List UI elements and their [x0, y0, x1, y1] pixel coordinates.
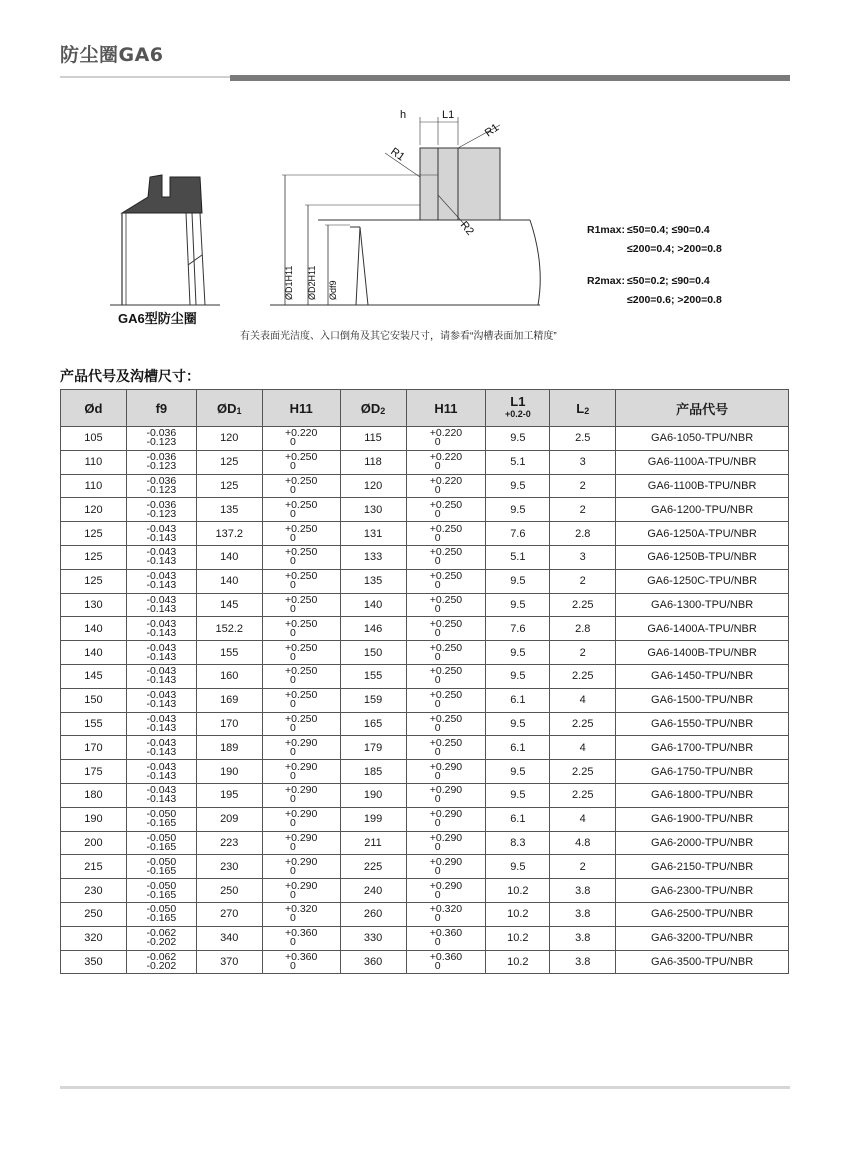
cell-code: GA6-3500-TPU/NBR: [616, 950, 789, 974]
label-d1: ØD1H11: [284, 265, 294, 300]
cell-h11-b: +0.250 0: [406, 498, 486, 522]
cell-h11-b: +0.250 0: [406, 617, 486, 641]
cell-code: GA6-1800-TPU/NBR: [616, 783, 789, 807]
cell-l1: 10.2: [486, 950, 550, 974]
table-row: [61, 545, 789, 569]
cell-h11-b: +0.220 0: [406, 427, 486, 451]
cell-h11-b: +0.320 0: [406, 902, 486, 926]
cell-h11-b: +0.290 0: [406, 879, 486, 903]
cell-l1: 9.5: [486, 783, 550, 807]
cell-d2: 155: [340, 664, 406, 688]
cell-d1: 230: [196, 855, 262, 879]
cell-d2: 133: [340, 545, 406, 569]
cell-l1: 7.6: [486, 617, 550, 641]
label-l1: L1: [442, 109, 455, 121]
r1max-line2: ≤200=0.4; >200=0.8: [627, 243, 722, 255]
cell-d: 180: [61, 783, 127, 807]
cell-d1: 370: [196, 950, 262, 974]
table-row: [61, 688, 789, 712]
cell-code: GA6-1250B-TPU/NBR: [616, 545, 789, 569]
cell-code: GA6-1750-TPU/NBR: [616, 760, 789, 784]
cell-f9: -0.043 -0.143: [126, 760, 196, 784]
cell-h11-a: +0.290 0: [262, 760, 340, 784]
cell-d1: 270: [196, 902, 262, 926]
cell-l1: 5.1: [486, 450, 550, 474]
cell-d2: 159: [340, 688, 406, 712]
cell-l1: 9.5: [486, 664, 550, 688]
col-l2: L2: [550, 390, 616, 427]
table-row: [61, 736, 789, 760]
page-title: 防尘圈GA6: [60, 44, 164, 66]
cell-code: GA6-1700-TPU/NBR: [616, 736, 789, 760]
cell-d1: 125: [196, 450, 262, 474]
table-row: [61, 902, 789, 926]
cell-d2: 130: [340, 498, 406, 522]
label-d2: ØD2H11: [307, 265, 317, 300]
cell-d: 250: [61, 902, 127, 926]
label-d: Ødf9: [328, 280, 338, 300]
cell-code: GA6-2000-TPU/NBR: [616, 831, 789, 855]
cell-d2: 115: [340, 427, 406, 451]
cell-f9: -0.036 -0.123: [126, 450, 196, 474]
cell-d2: 260: [340, 902, 406, 926]
cell-f9: -0.036 -0.123: [126, 498, 196, 522]
cell-f9: -0.043 -0.143: [126, 617, 196, 641]
cell-f9: -0.043 -0.143: [126, 641, 196, 665]
cell-code: GA6-1200-TPU/NBR: [616, 498, 789, 522]
cell-l2: 2: [550, 855, 616, 879]
cell-f9: -0.043 -0.143: [126, 545, 196, 569]
cell-l1: 6.1: [486, 736, 550, 760]
cell-h11-b: +0.250 0: [406, 593, 486, 617]
cell-d: 110: [61, 450, 127, 474]
cell-f9: -0.043 -0.143: [126, 569, 196, 593]
cell-h11-b: +0.250 0: [406, 641, 486, 665]
cell-l1: 9.5: [486, 712, 550, 736]
cell-h11-a: +0.250 0: [262, 498, 340, 522]
cell-h11-b: +0.290 0: [406, 807, 486, 831]
cell-code: GA6-1300-TPU/NBR: [616, 593, 789, 617]
footer-divider: [60, 1086, 790, 1089]
cell-h11-a: +0.250 0: [262, 641, 340, 665]
cell-f9: -0.043 -0.143: [126, 688, 196, 712]
table-row: [61, 593, 789, 617]
cell-d: 140: [61, 641, 127, 665]
table-row: [61, 498, 789, 522]
cell-d1: 155: [196, 641, 262, 665]
cell-h11-a: +0.290 0: [262, 831, 340, 855]
cell-f9: -0.043 -0.143: [126, 736, 196, 760]
cell-l2: 2: [550, 474, 616, 498]
cell-d1: 195: [196, 783, 262, 807]
cell-l2: 4: [550, 807, 616, 831]
cell-d: 105: [61, 427, 127, 451]
cell-h11-a: +0.220 0: [262, 427, 340, 451]
cell-d2: 146: [340, 617, 406, 641]
installation-note: 有关表面光洁度、入口倒角及其它安装尺寸，请参看“沟槽表面加工精度”: [240, 331, 557, 342]
cell-l1: 5.1: [486, 545, 550, 569]
cell-d1: 120: [196, 427, 262, 451]
cell-d1: 135: [196, 498, 262, 522]
cell-d2: 118: [340, 450, 406, 474]
cell-h11-b: +0.250 0: [406, 545, 486, 569]
cell-d1: 145: [196, 593, 262, 617]
cell-h11-b: +0.250 0: [406, 712, 486, 736]
cell-l2: 4: [550, 688, 616, 712]
cell-h11-a: +0.290 0: [262, 807, 340, 831]
cell-l2: 3: [550, 545, 616, 569]
cell-l2: 2.25: [550, 783, 616, 807]
cell-h11-b: +0.290 0: [406, 783, 486, 807]
cell-h11-a: +0.250 0: [262, 545, 340, 569]
cell-d: 215: [61, 855, 127, 879]
cell-d: 125: [61, 522, 127, 546]
cell-h11-b: +0.290 0: [406, 760, 486, 784]
cell-d1: 250: [196, 879, 262, 903]
cell-f9: -0.043 -0.143: [126, 522, 196, 546]
cell-d2: 225: [340, 855, 406, 879]
cell-code: GA6-1100B-TPU/NBR: [616, 474, 789, 498]
cell-d: 150: [61, 688, 127, 712]
cell-d2: 240: [340, 879, 406, 903]
cell-h11-a: +0.250 0: [262, 593, 340, 617]
cell-f9: -0.036 -0.123: [126, 427, 196, 451]
cell-d2: 179: [340, 736, 406, 760]
table-row: [61, 712, 789, 736]
cell-f9: -0.036 -0.123: [126, 474, 196, 498]
cell-h11-a: +0.360 0: [262, 926, 340, 950]
cell-d: 190: [61, 807, 127, 831]
cell-h11-a: +0.250 0: [262, 450, 340, 474]
cell-d: 140: [61, 617, 127, 641]
table-row: [61, 427, 789, 451]
cell-f9: -0.062 -0.202: [126, 926, 196, 950]
cell-d1: 140: [196, 545, 262, 569]
table-row: [61, 950, 789, 974]
col-h11-b: H11: [406, 390, 486, 427]
cell-d1: 340: [196, 926, 262, 950]
cell-d1: 152.2: [196, 617, 262, 641]
cell-h11-b: +0.360 0: [406, 950, 486, 974]
cell-l1: 9.5: [486, 427, 550, 451]
label-r2: R2: [457, 219, 476, 238]
cell-l2: 2.25: [550, 664, 616, 688]
cell-d2: 140: [340, 593, 406, 617]
cell-code: GA6-2500-TPU/NBR: [616, 902, 789, 926]
cell-code: GA6-1250A-TPU/NBR: [616, 522, 789, 546]
cell-f9: -0.062 -0.202: [126, 950, 196, 974]
spec-table: [60, 389, 789, 974]
cell-h11-b: +0.360 0: [406, 926, 486, 950]
table-row: [61, 569, 789, 593]
r2max-prefix: R2max:: [587, 275, 625, 287]
cell-d1: 140: [196, 569, 262, 593]
cell-l2: 3.8: [550, 879, 616, 903]
cell-h11-b: +0.250 0: [406, 522, 486, 546]
cell-d: 350: [61, 950, 127, 974]
cell-code: GA6-1400A-TPU/NBR: [616, 617, 789, 641]
cell-d: 120: [61, 498, 127, 522]
cell-f9: -0.043 -0.143: [126, 664, 196, 688]
cell-h11-a: +0.320 0: [262, 902, 340, 926]
cell-d: 145: [61, 664, 127, 688]
cell-d2: 185: [340, 760, 406, 784]
table-row: [61, 760, 789, 784]
table-header-row: [61, 390, 789, 427]
label-h: h: [400, 109, 407, 121]
cell-h11-b: +0.220 0: [406, 450, 486, 474]
cell-l2: 2.25: [550, 593, 616, 617]
cell-code: GA6-1450-TPU/NBR: [616, 664, 789, 688]
cell-h11-a: +0.250 0: [262, 688, 340, 712]
cell-d: 110: [61, 474, 127, 498]
cell-l1: 6.1: [486, 688, 550, 712]
cell-l1: 9.5: [486, 641, 550, 665]
cell-code: GA6-1100A-TPU/NBR: [616, 450, 789, 474]
cell-d1: 190: [196, 760, 262, 784]
col-d: Ød: [61, 390, 127, 427]
cell-l2: 3: [550, 450, 616, 474]
cell-d2: 150: [340, 641, 406, 665]
cell-l2: 2.5: [550, 427, 616, 451]
cell-l2: 2.8: [550, 522, 616, 546]
cell-d1: 209: [196, 807, 262, 831]
col-f9: f9: [126, 390, 196, 427]
cell-h11-a: +0.290 0: [262, 855, 340, 879]
label-r1-top: R1: [482, 121, 502, 140]
cell-code: GA6-1900-TPU/NBR: [616, 807, 789, 831]
col-l1: L1 +0.2-0: [486, 390, 550, 427]
diagram-caption: GA6型防尘圈: [118, 311, 197, 326]
table-row: [61, 617, 789, 641]
header-accent-bar: [230, 75, 790, 81]
cell-d: 200: [61, 831, 127, 855]
cell-l2: 2: [550, 498, 616, 522]
cell-l1: 9.5: [486, 474, 550, 498]
cell-h11-a: +0.290 0: [262, 783, 340, 807]
cell-d2: 211: [340, 831, 406, 855]
cell-d2: 131: [340, 522, 406, 546]
cell-d2: 330: [340, 926, 406, 950]
cell-d1: 137.2: [196, 522, 262, 546]
cell-l1: 10.2: [486, 902, 550, 926]
cell-h11-b: +0.290 0: [406, 831, 486, 855]
cell-d2: 165: [340, 712, 406, 736]
cell-l1: 9.5: [486, 593, 550, 617]
r2max-line2: ≤200=0.6; >200=0.8: [627, 294, 722, 306]
cell-l2: 3.8: [550, 950, 616, 974]
cell-h11-b: +0.250 0: [406, 664, 486, 688]
cell-f9: -0.043 -0.143: [126, 593, 196, 617]
cell-d1: 160: [196, 664, 262, 688]
cell-l2: 2.25: [550, 760, 616, 784]
cell-d: 170: [61, 736, 127, 760]
table-row: [61, 522, 789, 546]
cell-d2: 360: [340, 950, 406, 974]
cell-l1: 10.2: [486, 926, 550, 950]
cell-l2: 2.8: [550, 617, 616, 641]
cell-f9: -0.050 -0.165: [126, 831, 196, 855]
cell-d1: 170: [196, 712, 262, 736]
cell-l1: 9.5: [486, 760, 550, 784]
cell-l1: 7.6: [486, 522, 550, 546]
cell-d: 130: [61, 593, 127, 617]
col-d1: ØD1: [196, 390, 262, 427]
table-row: [61, 831, 789, 855]
cell-h11-b: +0.250 0: [406, 688, 486, 712]
cell-code: GA6-1250C-TPU/NBR: [616, 569, 789, 593]
cell-d2: 199: [340, 807, 406, 831]
cell-h11-a: +0.360 0: [262, 950, 340, 974]
cell-h11-b: +0.220 0: [406, 474, 486, 498]
table-row: [61, 783, 789, 807]
cell-f9: -0.050 -0.165: [126, 902, 196, 926]
cell-d: 320: [61, 926, 127, 950]
cell-code: GA6-1400B-TPU/NBR: [616, 641, 789, 665]
cell-d2: 190: [340, 783, 406, 807]
cell-d: 125: [61, 569, 127, 593]
cell-l2: 3.8: [550, 902, 616, 926]
cell-l2: 2: [550, 641, 616, 665]
cell-h11-b: +0.250 0: [406, 736, 486, 760]
cell-h11-a: +0.250 0: [262, 617, 340, 641]
cell-l2: 4: [550, 736, 616, 760]
cell-l2: 4.8: [550, 831, 616, 855]
cell-l2: 2: [550, 569, 616, 593]
cell-f9: -0.043 -0.143: [126, 783, 196, 807]
table-row: [61, 807, 789, 831]
cell-f9: -0.050 -0.165: [126, 855, 196, 879]
cell-h11-a: +0.250 0: [262, 664, 340, 688]
cell-d: 175: [61, 760, 127, 784]
cell-d: 125: [61, 545, 127, 569]
table-row: [61, 879, 789, 903]
cell-l1: 6.1: [486, 807, 550, 831]
table-row: [61, 926, 789, 950]
cell-d1: 189: [196, 736, 262, 760]
cell-h11-a: +0.290 0: [262, 879, 340, 903]
cell-h11-a: +0.250 0: [262, 474, 340, 498]
cell-h11-a: +0.250 0: [262, 712, 340, 736]
r1max-prefix: R1max:: [587, 224, 625, 236]
cell-d: 155: [61, 712, 127, 736]
cell-f9: -0.050 -0.165: [126, 807, 196, 831]
cell-code: GA6-1500-TPU/NBR: [616, 688, 789, 712]
cell-f9: -0.043 -0.143: [126, 712, 196, 736]
label-r1-left: R1: [388, 145, 407, 164]
cell-l1: 8.3: [486, 831, 550, 855]
cell-d1: 169: [196, 688, 262, 712]
col-h11-a: H11: [262, 390, 340, 427]
cell-l1: 9.5: [486, 569, 550, 593]
cell-l2: 2.25: [550, 712, 616, 736]
cell-code: GA6-1050-TPU/NBR: [616, 427, 789, 451]
cell-h11-a: +0.250 0: [262, 569, 340, 593]
cell-d2: 120: [340, 474, 406, 498]
r2max-line1: ≤50=0.2; ≤90=0.4: [627, 275, 710, 287]
cell-h11-b: +0.250 0: [406, 569, 486, 593]
cell-d1: 125: [196, 474, 262, 498]
cell-l1: 9.5: [486, 498, 550, 522]
r1max-line1: ≤50=0.4; ≤90=0.4: [627, 224, 710, 236]
cell-h11-a: +0.250 0: [262, 522, 340, 546]
cell-d: 230: [61, 879, 127, 903]
seal-diagram: [60, 95, 790, 355]
table-row: [61, 450, 789, 474]
section-title: 产品代号及沟槽尺寸：: [60, 369, 200, 385]
table-row: [61, 474, 789, 498]
col-code: 产品代号: [616, 390, 789, 427]
table-row: [61, 664, 789, 688]
seal-cross-section-drawing: [110, 175, 220, 305]
cell-l1: 10.2: [486, 879, 550, 903]
cell-code: GA6-2150-TPU/NBR: [616, 855, 789, 879]
cell-code: GA6-1550-TPU/NBR: [616, 712, 789, 736]
table-row: [61, 641, 789, 665]
cell-h11-b: +0.290 0: [406, 855, 486, 879]
cell-l1: 9.5: [486, 855, 550, 879]
table-row: [61, 855, 789, 879]
cell-d1: 223: [196, 831, 262, 855]
cell-code: GA6-3200-TPU/NBR: [616, 926, 789, 950]
cell-d2: 135: [340, 569, 406, 593]
cell-code: GA6-2300-TPU/NBR: [616, 879, 789, 903]
cell-f9: -0.050 -0.165: [126, 879, 196, 903]
cell-h11-a: +0.290 0: [262, 736, 340, 760]
col-d2: ØD2: [340, 390, 406, 427]
cell-l2: 3.8: [550, 926, 616, 950]
